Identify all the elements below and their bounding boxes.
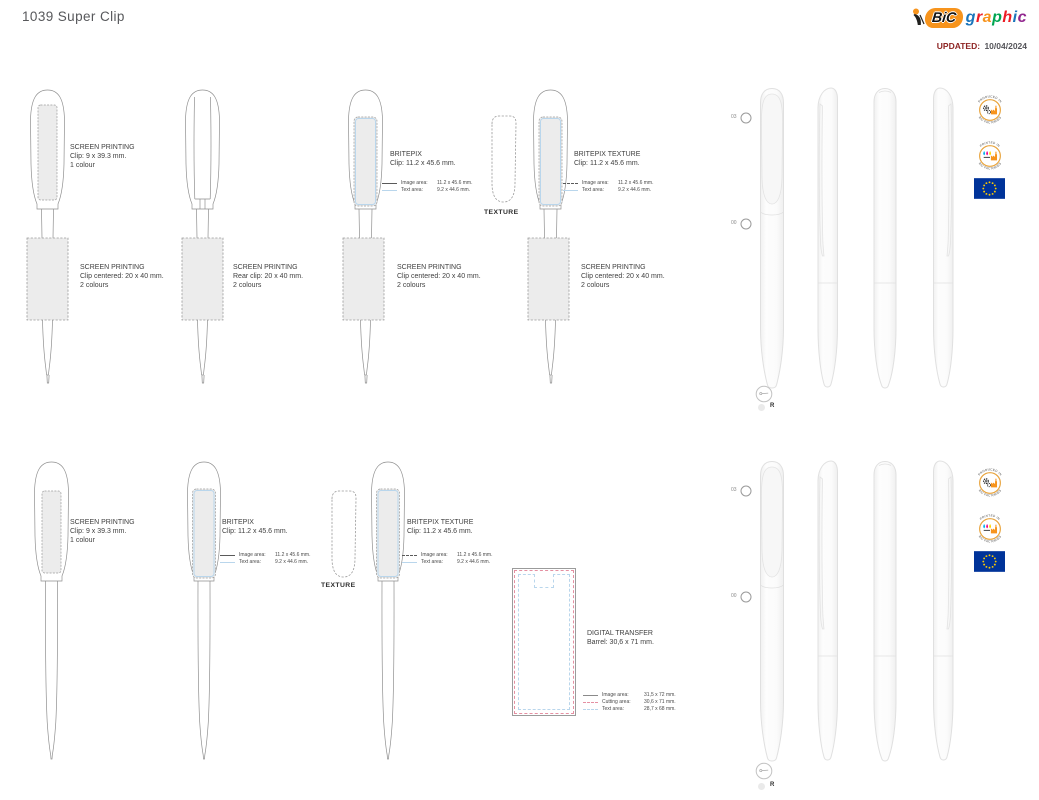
eu-flag-icon	[974, 551, 1005, 572]
spec-title: SCREEN PRINTING	[70, 519, 135, 526]
spec-dim: Clip centered: 20 x 40 mm.	[80, 273, 164, 280]
texture-shape-bottom	[332, 491, 356, 577]
print-spec-label-screen-center	[581, 263, 665, 290]
logo-graphic: graphic	[965, 9, 1027, 26]
tech-pen-britepix-texture-top	[528, 90, 569, 383]
legend-label: Text area:	[239, 559, 261, 565]
spec-title: SCREEN PRINTING	[233, 264, 298, 271]
part-marker-circle	[741, 592, 751, 602]
image-area-line-sample	[220, 555, 235, 556]
britepix-image-area	[539, 117, 562, 206]
tech-pen-rear-top	[182, 90, 223, 383]
bic-graphic-logo	[911, 6, 1027, 30]
print-spec-label-screen-clip	[70, 518, 135, 545]
britepix-texture-legend	[563, 180, 653, 194]
pen-side-render	[818, 461, 838, 760]
pen-renders-bottom	[741, 461, 953, 779]
legend-value: 30,6 x 71 mm.	[644, 699, 676, 705]
bic-logo-text: BiC	[923, 8, 963, 28]
updated-value: 10/04/2024	[984, 41, 1027, 51]
spec-dim: Clip: 11.2 x 45.6 mm.	[390, 160, 456, 167]
text-area-line-sample	[563, 190, 578, 191]
spec-dim: Clip centered: 20 x 40 mm.	[581, 273, 665, 280]
legend-label: Cutting area:	[602, 699, 631, 705]
certification-badges-bottom	[974, 467, 1005, 571]
spec-dim: Clip centered: 20 x 40 mm.	[397, 273, 481, 280]
spec-title: BRITEPIX TEXTURE	[574, 151, 641, 158]
part-number-barrel: 00	[731, 593, 737, 599]
print-spec-label-digital	[587, 629, 654, 647]
spec-colours: 2 colours	[80, 282, 109, 289]
text-area-line-sample	[402, 562, 417, 563]
text-area-line-sample	[382, 190, 397, 191]
legend-row-image	[220, 552, 310, 559]
bic-boy-icon	[911, 7, 925, 29]
print-spec-label-britepix-texture	[574, 150, 640, 168]
spec-colours: 1 colour	[70, 537, 95, 544]
pen-topview-icon	[756, 763, 772, 779]
britepix-image-area	[377, 489, 400, 578]
legend-value: 9.2 x 44.6 mm.	[457, 559, 491, 565]
updated-label: UPDATED:	[936, 41, 981, 51]
spec-dim: Clip: 9 x 39.3 mm.	[70, 153, 127, 160]
eu-flag-icon	[974, 178, 1005, 199]
produced-in-factories-badge	[977, 467, 1004, 497]
legend-label: Image area:	[602, 692, 629, 698]
legend-label: Text area:	[582, 187, 604, 193]
image-area-line-sample	[563, 183, 578, 184]
britepix-legend	[382, 180, 472, 194]
legend-value: 9.2 x 44.6 mm.	[437, 187, 471, 193]
legend-label: Image area:	[239, 552, 266, 558]
pen-side2-render	[934, 88, 954, 387]
spec-colours: 2 colours	[233, 282, 262, 289]
legend-row-text	[220, 559, 310, 566]
pen-front-render	[761, 462, 784, 762]
r-marker: R	[770, 403, 775, 409]
clip-print-area	[38, 105, 57, 200]
spec-title: SCREEN PRINTING	[397, 264, 462, 271]
r-color-dot	[758, 783, 765, 790]
updated-date	[937, 41, 1027, 51]
image-area-line-sample	[583, 695, 598, 696]
print-spec-label-britepix-texture	[407, 518, 473, 536]
clip-cutout-notch	[534, 574, 554, 588]
britepix-image-area	[354, 117, 377, 206]
text-area-outline	[518, 574, 570, 710]
spec-dim: Barrel: 30,6 x 71 mm.	[587, 639, 654, 646]
barrel-print-area	[528, 238, 569, 320]
image-area-line-sample	[402, 555, 417, 556]
legend-row-image	[583, 692, 676, 699]
spec-title: SCREEN PRINTING	[70, 144, 135, 151]
part-marker-circle	[741, 113, 751, 123]
spec-colours: 2 colours	[397, 282, 426, 289]
part-number-cap: 03	[731, 487, 737, 493]
texture-label: TEXTURE	[321, 582, 356, 589]
spec-title: SCREEN PRINTING	[581, 264, 646, 271]
legend-label: Image area:	[401, 180, 428, 186]
legend-row-text	[402, 559, 492, 566]
spec-title: BRITEPIX	[222, 519, 254, 526]
r-color-dot	[758, 404, 765, 411]
texture-shape-top	[492, 116, 516, 202]
spec-dim: Clip: 11.2 x 45.6 mm.	[222, 528, 288, 535]
legend-value: 11.2 x 45.6 mm.	[457, 552, 493, 558]
spec-dim: Clip: 11.2 x 45.6 mm.	[574, 160, 640, 167]
legend-label: Image area:	[582, 180, 609, 186]
pen-topview-icon	[756, 386, 772, 402]
spec-dim: Rear clip: 20 x 40 mm.	[233, 273, 304, 280]
spec-dim: Clip: 9 x 39.3 mm.	[70, 528, 127, 535]
pen-renders-top	[741, 88, 953, 402]
legend-row-image	[563, 180, 653, 187]
legend-label: Text area:	[421, 559, 443, 565]
part-number-cap: 03	[731, 114, 737, 120]
legend-value: 9.2 x 44.6 mm.	[275, 559, 309, 565]
print-spec-label-britepix	[390, 150, 456, 168]
r-marker: R	[770, 782, 775, 788]
tech-pen-britepix-top	[343, 90, 384, 383]
spec-title: BRITEPIX	[390, 151, 422, 158]
legend-value: 28,7 x 68 mm.	[644, 706, 676, 712]
part-number-barrel: 00	[731, 220, 737, 226]
digital-transfer-legend	[583, 692, 676, 713]
legend-value: 31,5 x 72 mm.	[644, 692, 676, 698]
legend-row-cutting	[583, 699, 676, 706]
legend-value: 11.2 x 45.6 mm.	[437, 180, 473, 186]
tech-pen-screen-top	[27, 90, 68, 383]
pen-back-render	[874, 462, 896, 762]
barrel-print-area	[182, 238, 223, 320]
produced-in-factories-badge	[977, 94, 1004, 124]
certification-badges-top	[974, 94, 1005, 198]
legend-row-text	[382, 187, 472, 194]
spec-dim: Clip: 11.2 x 45.6 mm.	[407, 528, 473, 535]
legend-value: 9.2 x 44.6 mm.	[618, 187, 652, 193]
text-area-line-sample	[583, 709, 598, 710]
legend-row-image	[402, 552, 492, 559]
tech-pen-britepix-texture-bottom	[372, 462, 405, 759]
tech-pen-screen-bottom	[35, 462, 69, 759]
print-spec-label-screen-center	[80, 263, 164, 290]
legend-row-image	[382, 180, 472, 187]
britepix-image-area	[193, 489, 216, 578]
tech-pen-britepix-bottom	[188, 462, 221, 759]
legend-row-text	[563, 187, 653, 194]
spec-title: SCREEN PRINTING	[80, 264, 145, 271]
spec-colours: 1 colour	[70, 162, 95, 169]
print-spec-label-britepix	[222, 518, 288, 536]
britepix-legend	[220, 552, 310, 566]
pen-side-render	[818, 88, 838, 387]
legend-label: Text area:	[401, 187, 423, 193]
page-title: 1039 Super Clip	[22, 9, 125, 24]
printed-in-factories-badge	[977, 513, 1004, 543]
text-area-line-sample	[220, 562, 235, 563]
cutting-area-line-sample	[583, 702, 598, 703]
pen-back-render	[874, 89, 896, 389]
pen-front-render	[761, 89, 784, 389]
printed-in-factories-badge	[977, 140, 1004, 170]
clip-print-area	[42, 491, 61, 573]
spec-title: BRITEPIX TEXTURE	[407, 519, 474, 526]
print-spec-label-screen-rear	[233, 263, 303, 290]
image-area-line-sample	[382, 183, 397, 184]
print-spec-label-screen-clip	[70, 143, 135, 170]
digital-transfer-template	[512, 568, 576, 716]
legend-label: Image area:	[421, 552, 448, 558]
part-marker-circle	[741, 219, 751, 229]
part-marker-circle	[741, 486, 751, 496]
spec-title: DIGITAL TRANSFER	[587, 630, 653, 637]
legend-label: Text area:	[602, 706, 624, 712]
texture-label: TEXTURE	[484, 209, 519, 216]
pen-side2-render	[934, 461, 954, 760]
legend-value: 11.2 x 45.6 mm.	[275, 552, 311, 558]
barrel-print-area	[343, 238, 384, 320]
barrel-print-area	[27, 238, 68, 320]
britepix-texture-legend	[402, 552, 492, 566]
legend-value: 11.2 x 45.6 mm.	[618, 180, 654, 186]
legend-row-text	[583, 706, 676, 713]
spec-colours: 2 colours	[581, 282, 610, 289]
print-spec-label-screen-center	[397, 263, 481, 290]
